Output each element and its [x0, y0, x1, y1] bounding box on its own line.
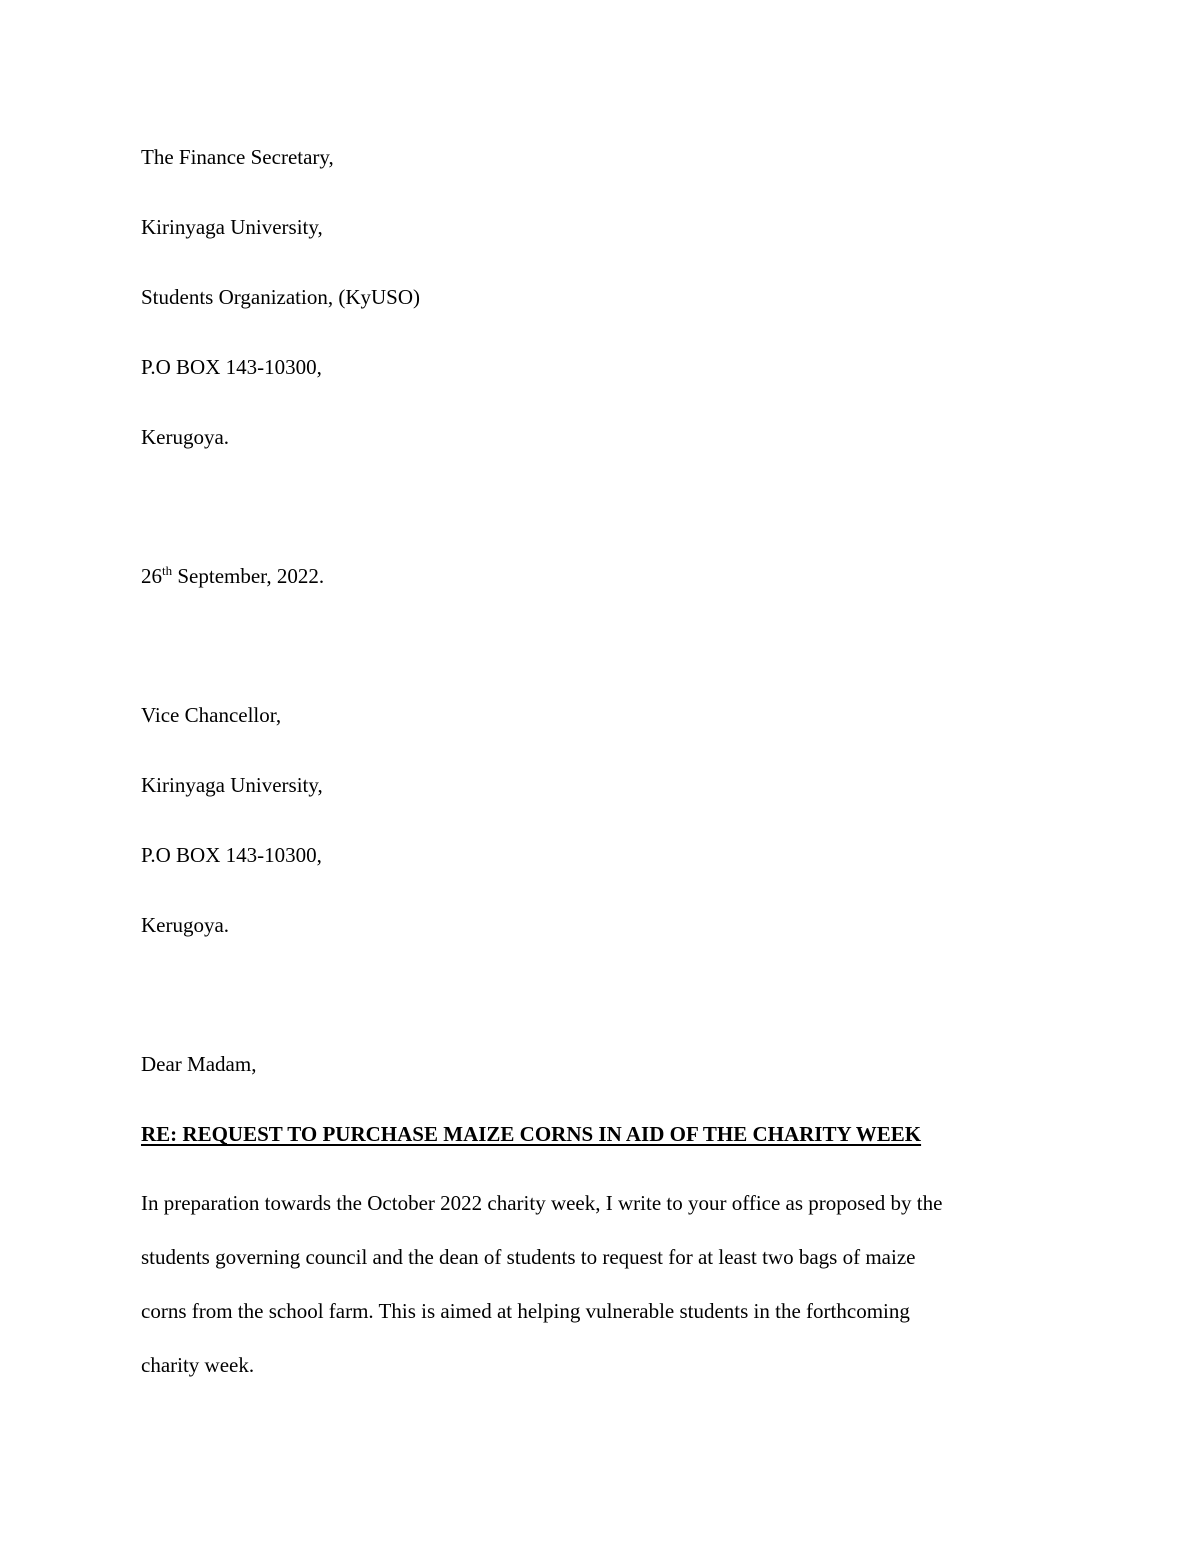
recipient-line-pobox: P.O BOX 143-10300, [141, 843, 322, 867]
salutation: Dear Madam, [141, 1052, 257, 1076]
letter-date [141, 563, 324, 589]
body-paragraph-line: In preparation towards the October 2022 charity week, I write to your office as proposed by the [141, 1191, 943, 1215]
body-paragraph-line: charity week. [141, 1353, 255, 1377]
recipient-line-town: Kerugoya. [141, 913, 230, 937]
body-paragraph-line: corns from the school farm. This is aimed at helping vulnerable students in the forthcoming [141, 1299, 910, 1323]
sender-line-pobox: P.O BOX 143-10300, [141, 355, 322, 379]
date-rest: September, 2022. [172, 564, 325, 588]
sender-line-title: The Finance Secretary, [141, 145, 334, 169]
date-ordinal: th [162, 563, 173, 578]
sender-line-town: Kerugoya. [141, 425, 230, 449]
sender-line-university: Kirinyaga University, [141, 215, 323, 239]
sender-line-organization: Students Organization, (KyUSO) [141, 285, 420, 309]
recipient-line-university: Kirinyaga University, [141, 773, 323, 797]
recipient-line-title: Vice Chancellor, [141, 703, 282, 727]
body-paragraph-line: students governing council and the dean of students to request for at least two bags of maize [141, 1245, 916, 1269]
subject-heading: RE: REQUEST TO PURCHASE MAIZE CORNS IN AID OF THE CHARITY WEEK [141, 1122, 922, 1146]
date-day: 26 [141, 564, 162, 588]
